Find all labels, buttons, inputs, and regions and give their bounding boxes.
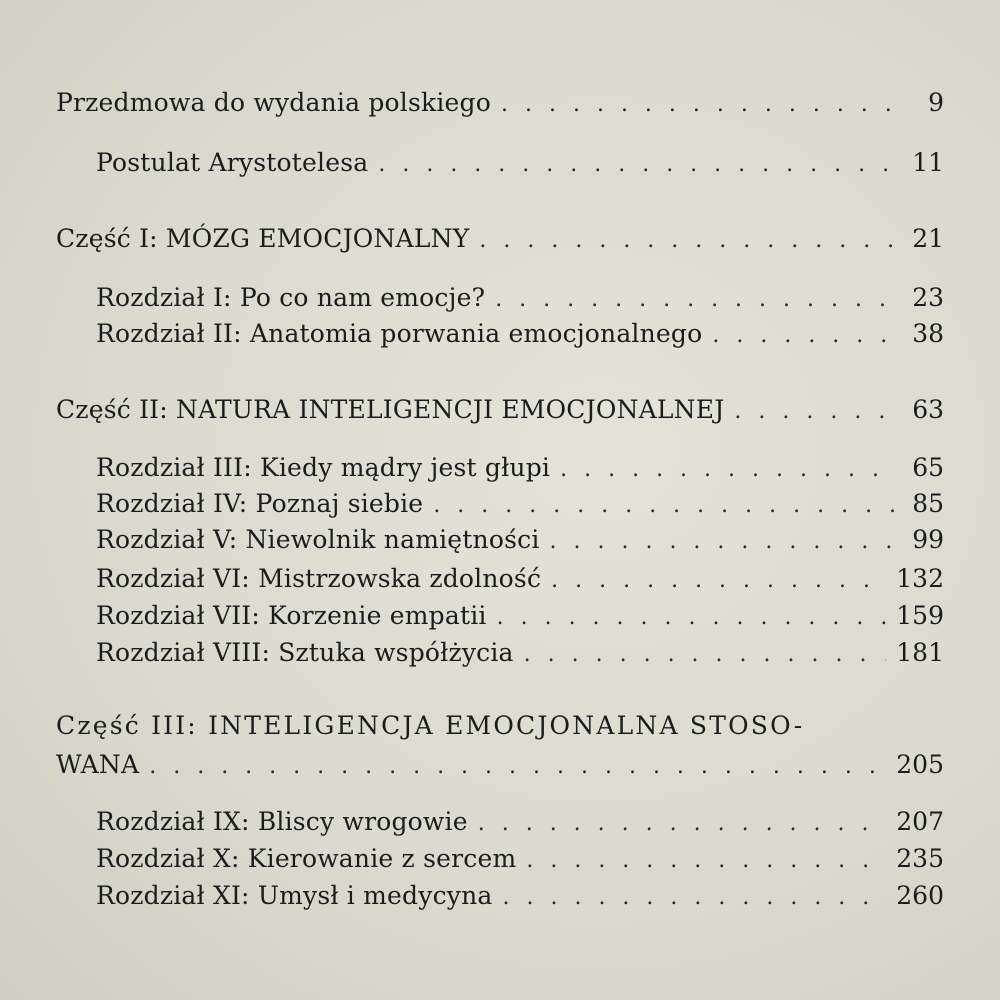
toc-entry-page: 38 bbox=[912, 319, 944, 348]
toc-entry-page: 21 bbox=[912, 224, 944, 253]
toc-entry-page: 85 bbox=[912, 489, 944, 518]
dot-leader bbox=[551, 566, 886, 596]
toc-entry-page: 11 bbox=[912, 148, 944, 177]
dot-leader bbox=[560, 455, 894, 485]
toc-entry-title: Rozdział IV: Poznaj siebie bbox=[96, 489, 424, 518]
dot-leader bbox=[526, 846, 886, 876]
toc-entry-chapter-4 bbox=[96, 489, 944, 521]
toc-entry-page: 159 bbox=[896, 601, 944, 630]
toc-entry-aristotle bbox=[96, 148, 944, 180]
toc-entry-title: Postulat Arystotelesa bbox=[96, 148, 369, 177]
toc-entry-title: Część III: INTELIGENCJA EMOCJONALNA STOSO- bbox=[56, 711, 805, 740]
dot-leader bbox=[479, 226, 894, 256]
toc-entry-title: Rozdział V: Niewolnik namiętności bbox=[96, 525, 540, 554]
toc-entry-chapter-7 bbox=[96, 601, 944, 633]
toc-entry-part-3-line-2 bbox=[56, 750, 944, 782]
toc-entry-part-1 bbox=[56, 224, 944, 256]
toc-entry-title: Rozdział VII: Korzenie empatii bbox=[96, 601, 487, 630]
toc-entry-title: Część II: NATURA INTELIGENCJI EMOCJONALNEJ bbox=[56, 395, 725, 424]
toc-entry-title: Rozdział III: Kiedy mądry jest głupi bbox=[96, 453, 551, 482]
toc-entry-page: 9 bbox=[928, 88, 944, 117]
toc-entry-title: Rozdział I: Po co nam emocje? bbox=[96, 283, 486, 312]
toc-entry-title: Część I: MÓZG EMOCJONALNY bbox=[56, 224, 470, 253]
toc-entry-chapter-3 bbox=[96, 453, 944, 485]
toc-entry-chapter-1 bbox=[96, 283, 944, 315]
toc-entry-page: 23 bbox=[912, 283, 944, 312]
toc-entry-page: 63 bbox=[912, 395, 944, 424]
toc-entry-chapter-8 bbox=[96, 638, 944, 670]
dot-leader bbox=[712, 321, 894, 351]
toc-entry-title: WANA bbox=[56, 750, 140, 779]
toc-entry-part-2 bbox=[56, 395, 944, 427]
toc-entry-chapter-10 bbox=[96, 844, 944, 876]
toc-entry-title: Przedmowa do wydania polskiego bbox=[56, 88, 492, 117]
toc-entry-preface bbox=[56, 88, 944, 120]
dot-leader bbox=[550, 527, 894, 557]
dot-leader bbox=[378, 150, 894, 180]
toc-entry-chapter-2 bbox=[96, 319, 944, 351]
dot-leader bbox=[501, 90, 894, 120]
toc-entry-chapter-11 bbox=[96, 881, 944, 913]
toc-entry-page: 181 bbox=[896, 638, 944, 667]
toc-entry-title: Rozdział VIII: Sztuka współżycia bbox=[96, 638, 514, 667]
toc-entry-page: 99 bbox=[912, 525, 944, 554]
toc-entry-page: 207 bbox=[896, 807, 944, 836]
toc-entry-page: 132 bbox=[896, 564, 944, 593]
toc-entry-page: 260 bbox=[896, 881, 944, 910]
dot-leader bbox=[149, 752, 886, 782]
toc-entry-title: Rozdział VI: Mistrzowska zdolność bbox=[96, 564, 542, 593]
dot-leader bbox=[503, 883, 887, 913]
toc-entry-part-3-line-1 bbox=[56, 711, 944, 741]
toc-entry-title: Rozdział XI: Umysł i medycyna bbox=[96, 881, 493, 910]
toc-entry-page: 235 bbox=[896, 844, 944, 873]
dot-leader bbox=[524, 640, 887, 670]
toc-entry-chapter-6 bbox=[96, 564, 944, 596]
toc-entry-title: Rozdział IX: Bliscy wrogowie bbox=[96, 807, 468, 836]
dot-leader bbox=[495, 285, 894, 315]
toc-entry-chapter-5 bbox=[96, 525, 944, 557]
toc-entry-page: 205 bbox=[896, 750, 944, 779]
toc-entry-title: Rozdział X: Kierowanie z sercem bbox=[96, 844, 517, 873]
toc-entry-chapter-9 bbox=[96, 807, 944, 839]
toc-entry-title: Rozdział II: Anatomia porwania emocjonalnego bbox=[96, 319, 703, 348]
dot-leader bbox=[433, 491, 894, 521]
dot-leader bbox=[734, 397, 894, 427]
toc-entry-page: 65 bbox=[912, 453, 944, 482]
dot-leader bbox=[497, 603, 887, 633]
dot-leader bbox=[478, 809, 887, 839]
